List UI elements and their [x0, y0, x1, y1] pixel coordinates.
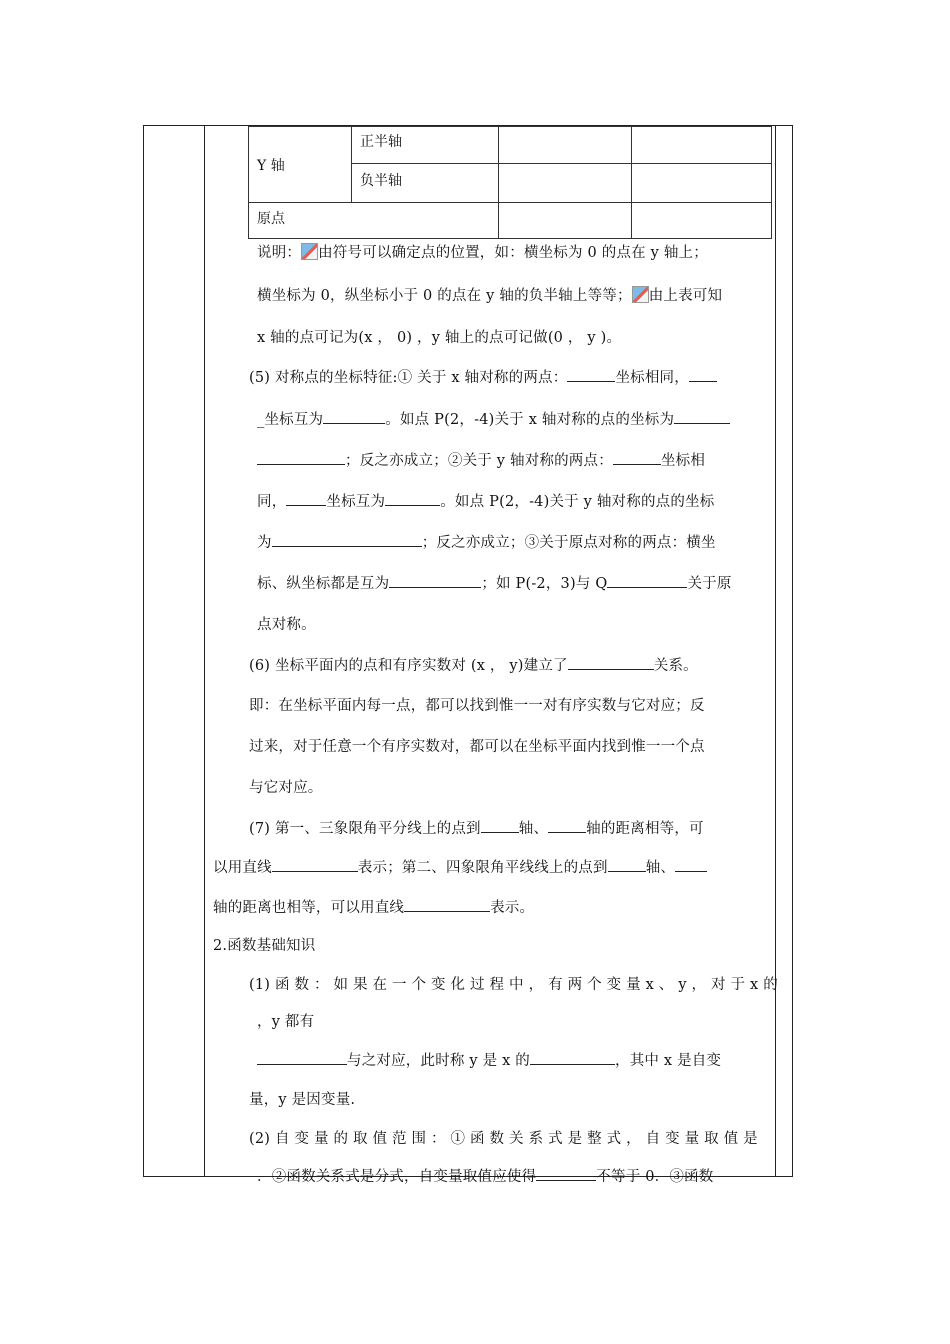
text-line: ；反之亦成立；②关于 y 轴对称的两点： 坐标相: [257, 449, 705, 470]
text-line: 即：在坐标平面内每一点，都可以找到惟一一对有序实数与它对应；反: [249, 698, 705, 714]
empty-cell: [632, 164, 772, 203]
origin-cell: 原点: [249, 203, 499, 239]
empty-cell: [632, 203, 772, 239]
column-divider-right: [775, 126, 776, 1176]
empty-cell: [499, 127, 632, 164]
text-line: 与之对应，此时称 y 是 x 的 ，其中 x 是自变: [257, 1049, 721, 1070]
text-line: 轴的距离也相等，可以用直线 表示。: [213, 896, 534, 917]
outer-table: [143, 125, 793, 1177]
text-line: ．②函数关系式是分式，自变量取值应使得 不等于 0．③函数: [257, 1165, 713, 1186]
text-line: 与它对应。: [249, 780, 323, 796]
text-line: 横坐标为 0，纵坐标小于 0 的点在 y 轴的负半轴上等等； 由上表可知: [257, 288, 723, 304]
text-line: (2) 自 变 量 的 取 值 范 围 ： ① 函 数 关 系 式 是 整 式 ， 自 变 量 取 值 是: [249, 1131, 758, 1147]
text-line: 过来，对于任意一个有序实数对，都可以在坐标平面内找到惟一一个点: [249, 739, 705, 755]
text-line: 为 ；反之亦成立；③关于原点对称的两点：横坐: [257, 531, 716, 552]
empty-cell: [499, 164, 632, 203]
image-placeholder-icon: [301, 243, 318, 260]
empty-cell: [632, 127, 772, 164]
text-line: 标、纵坐标都是互为 ；如 P(-2，3)与 Q 关于原: [257, 572, 732, 593]
text-line: (6) 坐标平面内的点和有序实数对 (x ， y)建立了 关系。: [249, 654, 698, 675]
negative-half-cell: 负半轴: [352, 164, 499, 203]
text-line: 以用直线 表示；第二、四象限角平线线上的点到 轴、: [213, 856, 707, 877]
text-line: (7) 第一、三象限角平分线上的点到 轴、 轴的距离相等，可: [249, 817, 704, 838]
text-line: _坐标互为 。如点 P(2，-4)关于 x 轴对称的点的坐标为: [257, 408, 730, 429]
text-line: x 轴的点可记为(x ， 0) ，y 轴上的点可记做(0 ， y )。: [257, 330, 622, 346]
section-heading: 2.函数基础知识: [213, 938, 316, 954]
text-line: 说明： 由符号可以确定点的位置，如：横坐标为 0 的点在 y 轴上；: [257, 245, 708, 261]
text-line: (5) 对称点的坐标特征:① 关于 x 轴对称的两点： 坐标相同，: [249, 366, 717, 387]
empty-cell: [499, 203, 632, 239]
text-line: (1) 函 数 ： 如 果 在 一 个 变 化 过 程 中 ， 有 两 个 变 量 x 、 y ， 对 于 x 的: [249, 977, 778, 993]
sign-table: [248, 126, 772, 239]
y-axis-cell: Y 轴: [249, 127, 352, 203]
text-line: 量，y 是因变量.: [249, 1092, 356, 1108]
text-line: ，y 都有: [257, 1014, 315, 1030]
image-placeholder-icon: [632, 286, 649, 303]
positive-half-cell: 正半轴: [352, 127, 499, 164]
text-line: 同， 坐标互为 。如点 P(2，-4)关于 y 轴对称的点的坐标: [257, 490, 714, 511]
column-divider-left: [204, 126, 205, 1176]
text-line: 点对称。: [257, 617, 316, 633]
